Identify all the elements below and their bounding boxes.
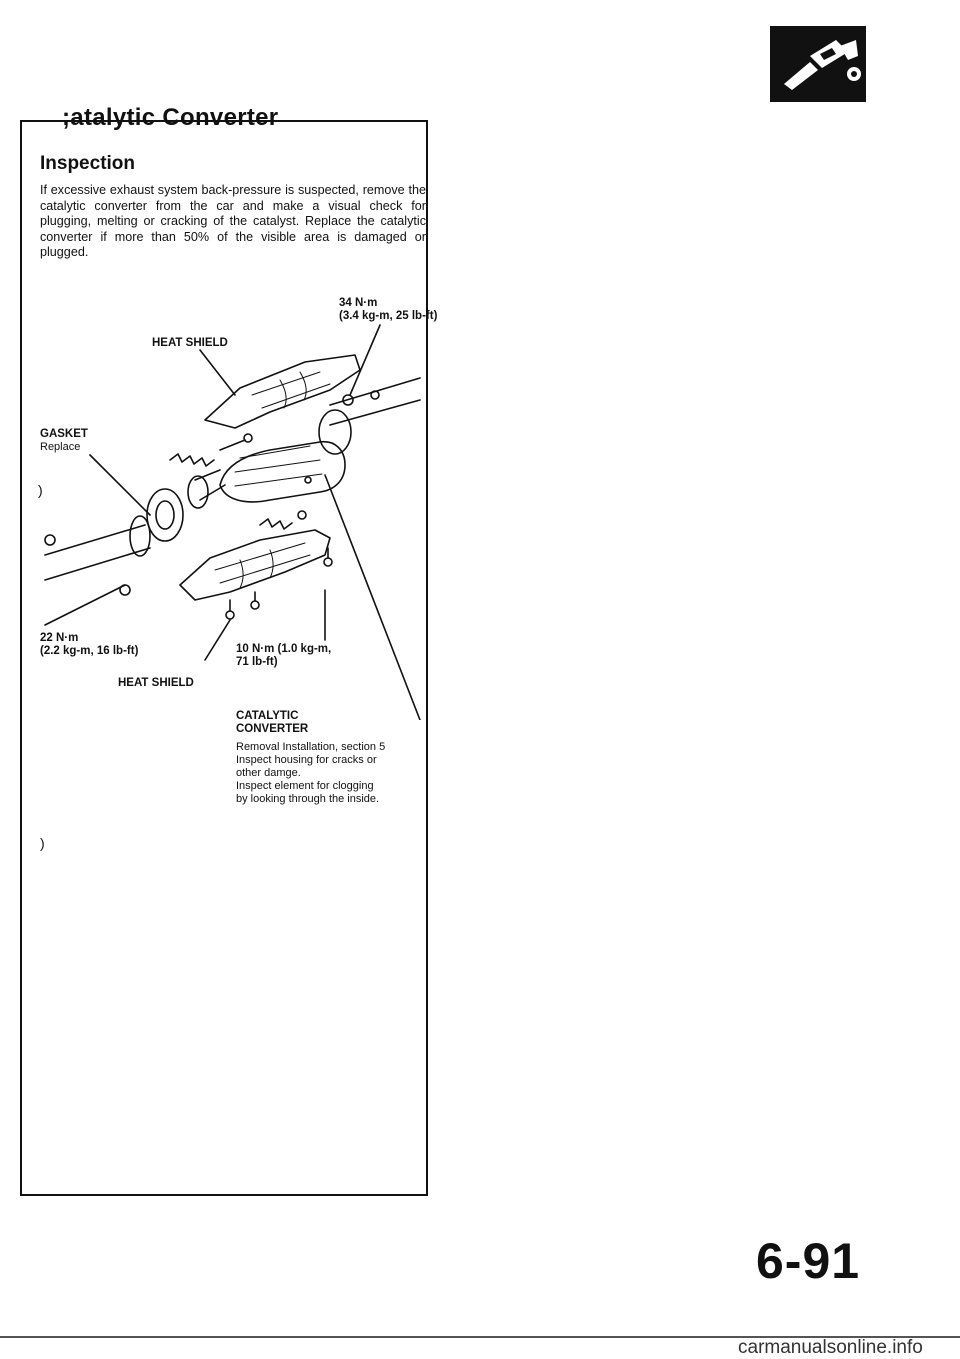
inspection-paragraph: If excessive exhaust system back-pressure is suspected, remove the catalytic converter from the car and make a visual check for plugging, melting or cracking of the catalyst. Replace the catalytic converter if more than 50% of the visible area is damaged or plugged. <box>40 183 426 259</box>
converter-notes: Removal Installation, section 5 Inspect housing for cracks or other damge. Inspect element for clogging by looking through the inside. <box>236 741 386 805</box>
gasket-note: Replace <box>40 441 81 453</box>
spring-left <box>170 454 214 466</box>
upper-heat-shield-shape <box>205 355 360 428</box>
page-number: 6-91 <box>756 1233 861 1289</box>
leader-gasket <box>90 455 150 515</box>
torque-label-top: 34 N·m (3.4 kg-m, 25 lb-ft) <box>339 297 438 322</box>
section-title: ;atalytic Converter <box>56 104 284 132</box>
gasket-label: GASKET <box>40 428 88 440</box>
leader-torque-top <box>350 325 380 395</box>
lower-heat-shield-shape <box>180 530 330 600</box>
rear-flange <box>319 410 351 454</box>
gasket-ring <box>147 489 183 541</box>
subheading: Inspection <box>40 153 136 174</box>
leader-torque-left <box>45 585 125 625</box>
spring-right <box>260 519 292 529</box>
scan-mark: ) <box>38 482 43 498</box>
exhaust-exploded-diagram <box>30 300 430 720</box>
converter-inlet-flange <box>188 476 208 508</box>
heat-shield-bottom-label: HEAT SHIELD <box>118 677 194 689</box>
watermark: carmanualsonline.info <box>738 1337 923 1358</box>
heat-shield-top-label: HEAT SHIELD <box>152 337 228 349</box>
leader-converter <box>325 475 420 720</box>
fuel-nozzle-icon <box>770 26 866 102</box>
leader-heat-shield-top <box>200 350 235 395</box>
torque-label-left: 22 N·m (2.2 kg-m, 16 lb-ft) <box>40 632 139 657</box>
leader-heat-shield-bottom <box>205 620 230 660</box>
scan-mark: ) <box>40 835 45 851</box>
torque-label-mid: 10 N·m (1.0 kg-m, 71 lb-ft) <box>236 643 332 668</box>
converter-label: CATALYTIC CONVERTER <box>236 710 309 735</box>
